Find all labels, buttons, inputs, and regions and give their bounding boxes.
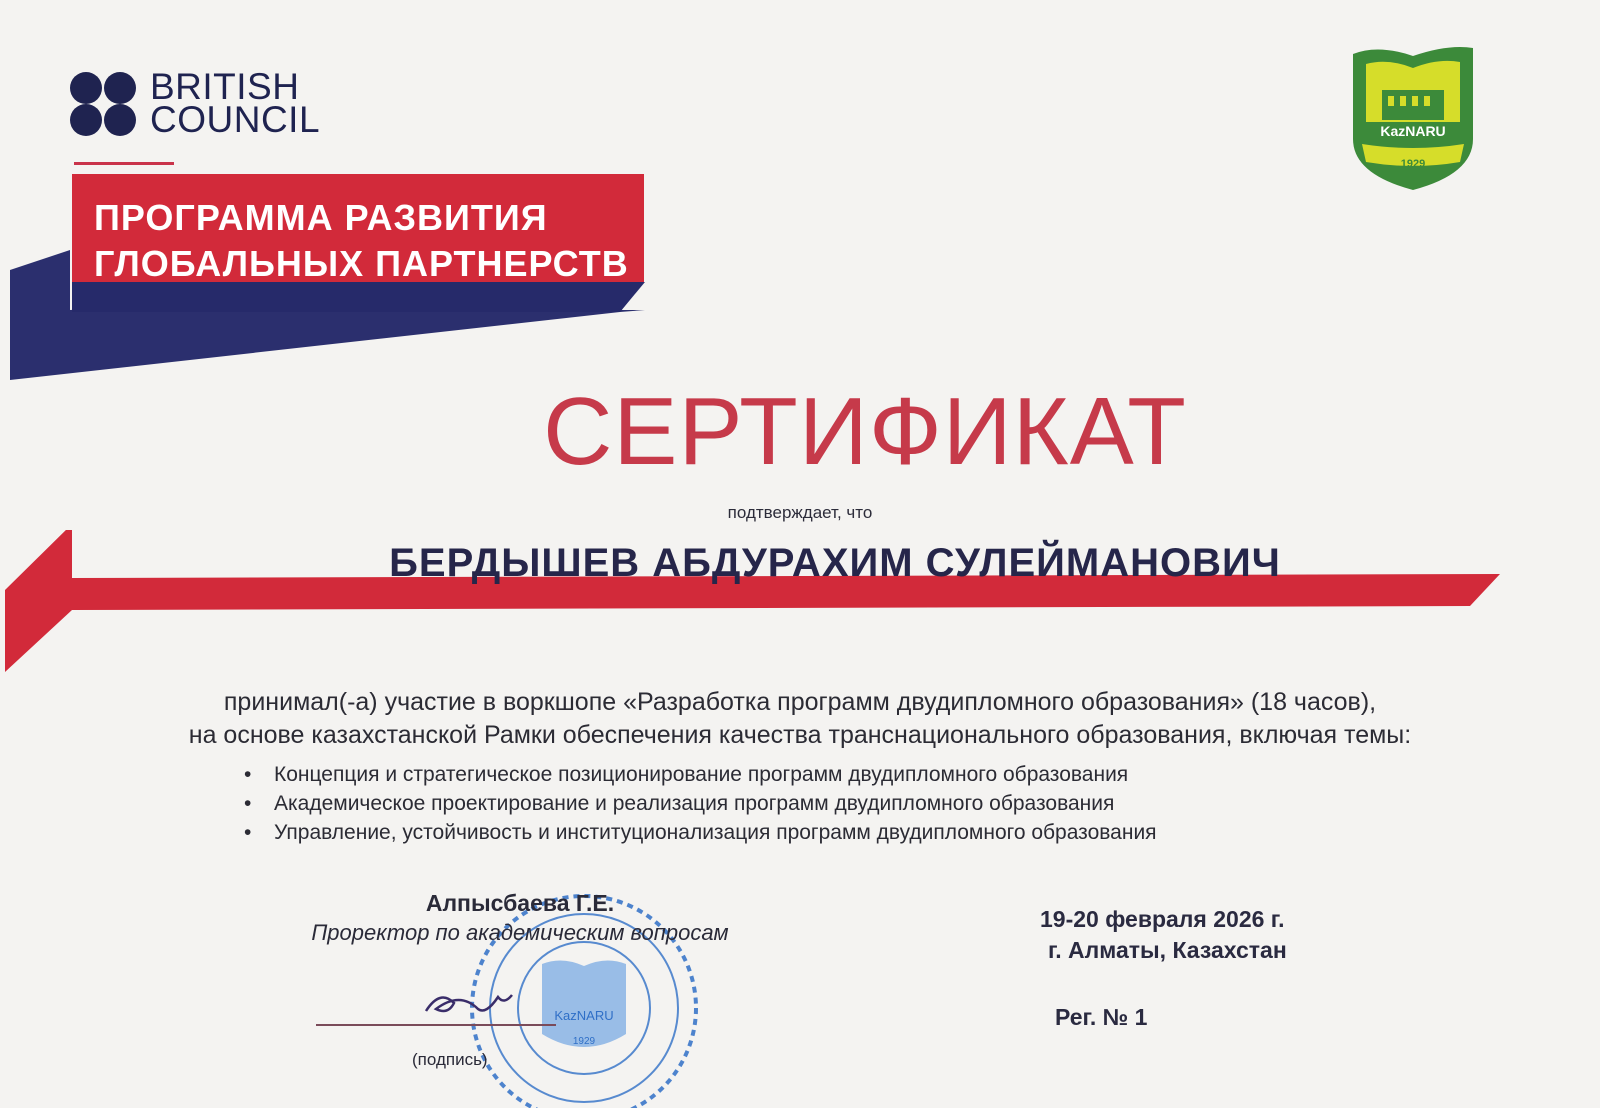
topic-item: • Академическое проектирование и реализация программ двудипломного образования: [244, 789, 1157, 818]
program-title-line-1: ПРОГРАММА РАЗВИТИЯ: [94, 197, 548, 238]
topic-item: • Управление, устойчивость и институционализация программ двудипломного образования: [244, 818, 1157, 847]
stamp-logo-text: KazNARU: [554, 1008, 614, 1023]
british-council-dots-icon: [70, 72, 138, 136]
handwritten-signature: [420, 985, 530, 1025]
event-city: г. Алматы, Казахстан: [1048, 937, 1287, 963]
topics-list: [244, 760, 1157, 847]
stamp-logo-year: 1929: [572, 1036, 596, 1047]
participation-line-1: принимал(-а) участие в воркшопе «Разработка программ двудипломного образования» (18 часов),: [223, 688, 1377, 716]
signer-name: Алпысбаева Г.Е.: [425, 890, 615, 916]
certificate-title: СЕРТИФИКАТ: [543, 378, 1187, 485]
signature-line: [316, 1024, 556, 1026]
topic-item: • Концепция и стратегическое позиционирование программ двудипломного образования: [244, 760, 1157, 789]
logo-line-2: COUNCIL: [150, 99, 321, 140]
logo-line-1: BRITISH: [150, 66, 300, 107]
event-date: 19-20 февраля 2026 г.: [1040, 906, 1285, 932]
program-title-line-2: ГЛОБАЛЬНЫХ ПАРТНЕРСТВ: [94, 243, 629, 284]
signer-role: Проректор по академическим вопросам: [311, 920, 729, 945]
kaznaru-logo-icon: [1348, 44, 1478, 194]
british-council-logo-text: [150, 66, 321, 140]
kaznaru-logo-text: KazNARU: [1380, 123, 1446, 139]
signature-caption: (подпись): [412, 1050, 488, 1069]
participation-line-2: на основе казахстанской Рамки обеспечения качества транснационального образования, включая темы:: [188, 721, 1412, 749]
confirms-text: подтверждает, что: [727, 503, 873, 522]
kaznaru-logo-year: 1929: [1400, 158, 1426, 170]
recipient-name: БЕРДЫШЕВ АБДУРАХИМ СУЛЕЙМАНОВИЧ: [389, 541, 1281, 585]
registration-number: Рег. № 1: [1055, 1004, 1148, 1030]
program-title: [94, 195, 629, 287]
logo-underline: [74, 162, 174, 165]
